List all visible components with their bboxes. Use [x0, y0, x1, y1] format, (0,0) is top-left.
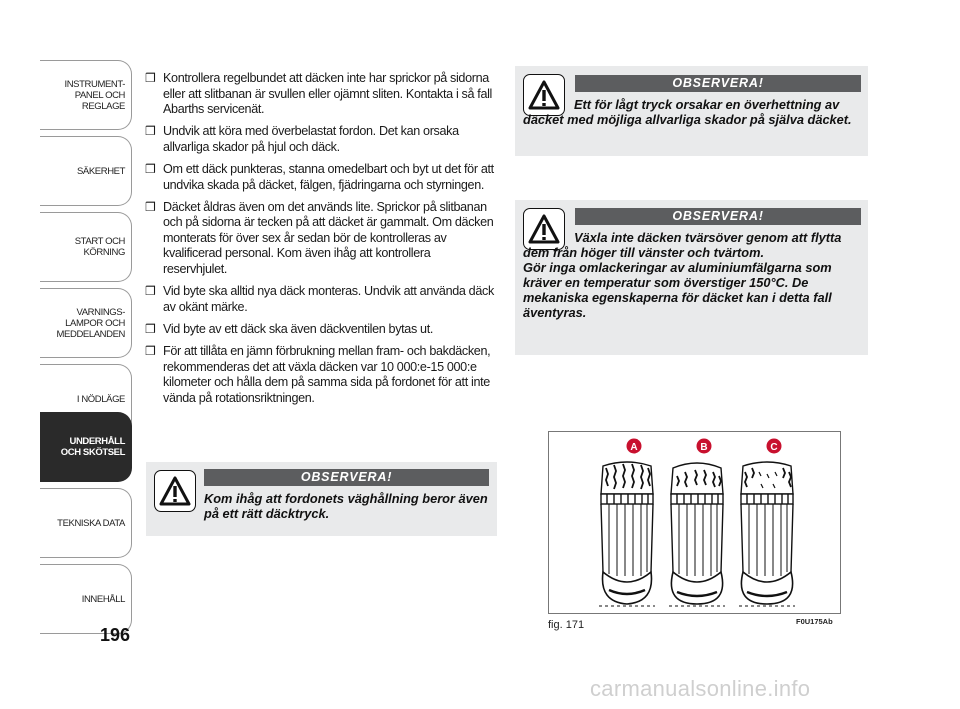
list-item: ❒ Undvik att köra med överbelastat fordon. Det kan orsaka allvarliga skador på hjul och däck.	[145, 124, 459, 154]
warning-box-tire-rotation	[515, 200, 868, 355]
label-a	[627, 439, 642, 454]
svg-text:C: C	[770, 442, 778, 453]
figure-code: F0U175Ab	[796, 617, 833, 626]
svg-text:B: B	[700, 442, 708, 453]
tab-underhall-skotsel[interactable]: UNDERHÅLL OCH SKÖTSEL	[40, 412, 132, 482]
body-text	[145, 71, 495, 413]
list-item: ❒ Däcket åldras även om det används lite. Sprickor på slitbanan och på sidorna är tecken på att däcket är gammalt. Om däcken monterats för över sex år sedan bör de kontrolleras av kvalificerad personal. Kom även ihåg att kontrollera reservhjulet.	[145, 199, 494, 277]
checkbox-bullet-icon: ❒	[145, 284, 156, 299]
warning-text: Ett för lågt tryck orsakar en överhettning av däcket med möjliga allvarliga skador på själva däcket.	[523, 97, 852, 127]
list-item: ❒ Vid byte ska alltid nya däck monteras. Undvik att använda däck av okänt märke.	[145, 284, 494, 314]
tire-b	[669, 463, 725, 606]
warning-box-low-pressure	[515, 66, 868, 156]
svg-text:A: A	[630, 442, 638, 453]
page-number: 196	[100, 625, 131, 645]
warning-box-pressure-handling	[146, 462, 497, 536]
observera-banner: OBSERVERA!	[575, 208, 861, 225]
checkbox-bullet-icon: ❒	[145, 124, 156, 139]
checkbox-bullet-icon: ❒	[145, 199, 156, 214]
figure-tire-wear	[548, 431, 841, 614]
tab-start-korning[interactable]: START OCH KÖRNING	[40, 212, 132, 282]
observera-banner: OBSERVERA!	[575, 75, 861, 92]
label-b	[697, 439, 712, 454]
tab-varningslampor[interactable]: VARNINGS- LAMPOR OCH MEDDELANDEN	[40, 288, 132, 358]
checkbox-bullet-icon: ❒	[145, 343, 156, 358]
tire-c	[739, 462, 795, 606]
checkbox-bullet-icon: ❒	[145, 71, 156, 85]
list-item: ❒ För att tillåta en jämn förbrukning mellan fram- och bakdäcken, rekommenderas det att växla däcken var 10 000:e-15 000:e kilometer och hålla dem på samma sida på fordonet för att inte vända på rotationsriktningen.	[145, 343, 491, 405]
warning-triangle-icon	[154, 470, 196, 512]
tire-a	[599, 462, 655, 606]
observera-banner: OBSERVERA!	[204, 469, 489, 486]
list-item: ❒ Vid byte av ett däck ska även däckventilen bytas ut.	[145, 321, 433, 336]
checkbox-bullet-icon: ❒	[145, 161, 156, 176]
watermark: carmanualsonline.info	[590, 676, 811, 701]
tire-wear-illustration	[549, 432, 840, 613]
tab-innehall[interactable]: INNEHÅLL	[40, 564, 132, 634]
tab-sakerhet[interactable]: SÄKERHET	[40, 136, 132, 206]
warning-text: Växla inte däcken tvärsöver genom att flytta dem från höger till vänster och tvärtom. Gör inga omlackeringar av aluminiumfälgarna som kräver en temperatur som överstiger 150°C. De mekaniska egenskaperna för däcket kan i detta fall äventyras.	[523, 230, 842, 320]
label-c	[767, 439, 782, 454]
tab-i-nodlage[interactable]: I NÖDLÄGE	[40, 364, 132, 434]
warning-text: Kom ihåg att fordonets väghållning beror även på ett rätt däcktryck.	[204, 491, 488, 521]
tab-tekniska-data[interactable]: TEKNISKA DATA	[40, 488, 132, 558]
list-item: ❒ Om ett däck punkteras, stanna omedelbart och byt ut det för att undvika skada på däcket, fälgen, fjädringarna och styrningen.	[145, 161, 494, 192]
list-item: ❒ Kontrollera regelbundet att däcken inte har sprickor på sidorna eller att slitbanan är svullen eller ojämnt sliten. Kontakta i så fall Abarths servicenät.	[145, 71, 493, 117]
checkbox-bullet-icon: ❒	[145, 321, 156, 336]
figure-caption: fig. 171	[548, 619, 585, 631]
tab-instrumentpanel[interactable]: INSTRUMENT- PANEL OCH REGLAGE	[40, 60, 132, 130]
